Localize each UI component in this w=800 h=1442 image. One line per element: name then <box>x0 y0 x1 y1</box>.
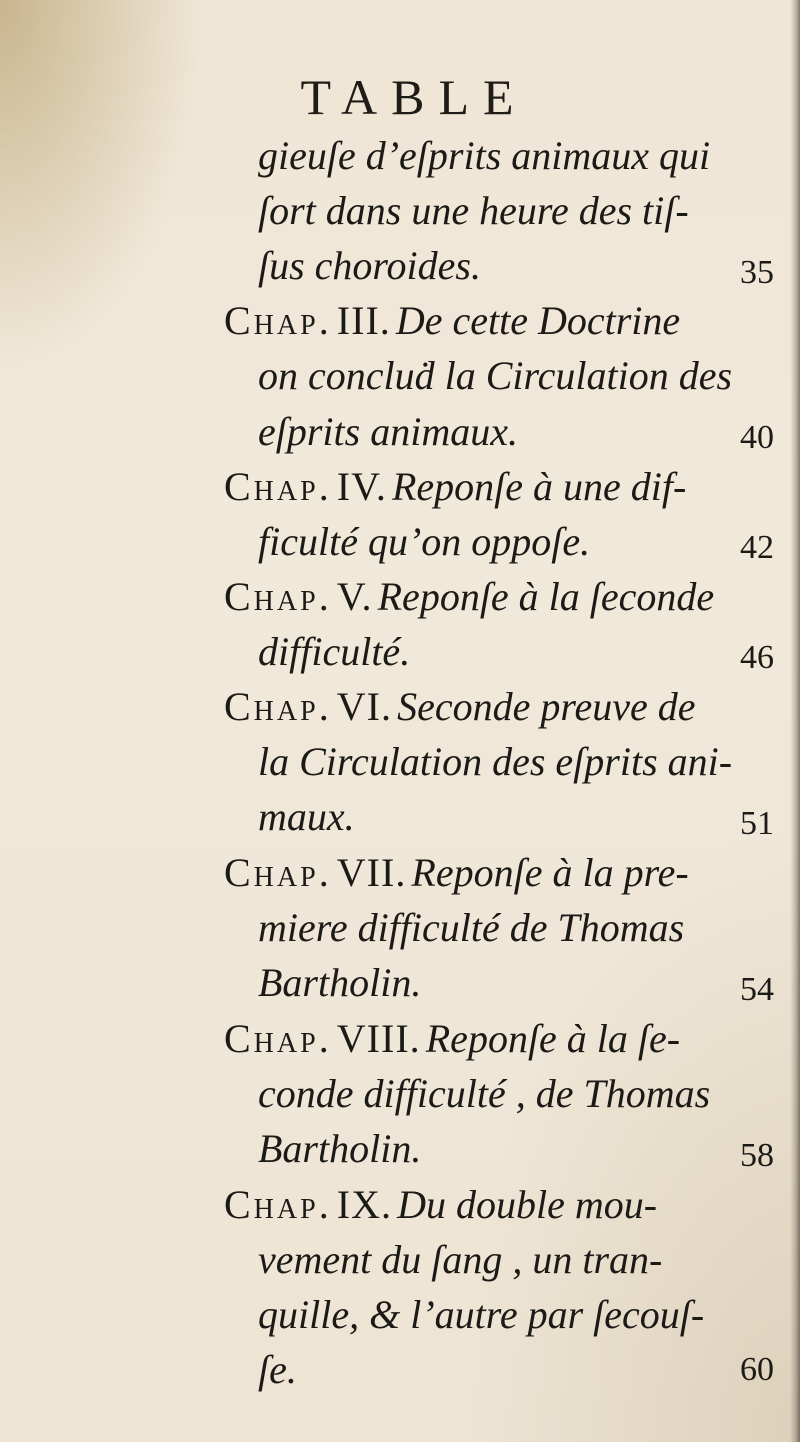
entry-text-line: gieuſe d’eſprits animaux qui <box>258 133 711 178</box>
chapter-label: Chap. <box>224 1182 332 1227</box>
entry-heading-line <box>224 569 714 625</box>
chapter-numeral: VII. <box>336 850 407 895</box>
entry-title: Seconde preuve de <box>397 684 696 729</box>
entry-title: Reponſe à la pre- <box>411 850 689 895</box>
entry-text-line: ficulté qu’on oppoſe. <box>258 519 591 564</box>
entry-title: De cette Doctrine <box>395 298 681 343</box>
chapter-label: Chap. <box>224 684 332 729</box>
page-number: 54 <box>740 971 774 1008</box>
chapter-numeral: IV. <box>336 464 387 509</box>
chapter-numeral: III. <box>336 298 391 343</box>
page-number: 60 <box>740 1351 774 1388</box>
chapter-label: Chap. <box>224 464 332 509</box>
entry-text-line: miere difficulté de Thomas <box>258 905 685 950</box>
running-head: TABLE <box>300 69 528 125</box>
page-number: 46 <box>740 639 774 676</box>
chapter-numeral: VIII. <box>336 1016 421 1061</box>
chapter-numeral: VI. <box>336 684 393 729</box>
page-number: 35 <box>740 254 774 291</box>
entry-title: Du double mou- <box>397 1182 658 1227</box>
entry-text-line: difficulté. <box>258 629 411 674</box>
chapter-numeral: IX. <box>336 1182 393 1227</box>
page-number: 58 <box>740 1137 774 1174</box>
page-edge-shadow <box>790 0 800 1442</box>
page-number: 42 <box>740 529 774 566</box>
chapter-label: Chap. <box>224 850 332 895</box>
entry-text-line: ſe. <box>258 1347 297 1392</box>
entry-heading-line <box>224 1011 680 1067</box>
entry-heading-line <box>224 459 686 515</box>
page-number: 40 <box>740 419 774 456</box>
entry-text-line: quille, & l’autre par ſecouſ- <box>258 1292 705 1337</box>
entry-heading-line <box>224 293 680 349</box>
entry-text-line: ſus choroides. <box>258 243 481 288</box>
chapter-label: Chap. <box>224 1016 332 1061</box>
chapter-label: Chap. <box>224 298 332 343</box>
entry-text-line: vement du ſang , un tran- <box>258 1237 663 1282</box>
chapter-label: Chap. <box>224 574 332 619</box>
entry-text-line: la Circulation des eſprits ani- <box>258 739 733 784</box>
entry-heading-line <box>224 679 695 735</box>
chapter-numeral: V. <box>336 574 373 619</box>
entry-title: Reponſe à la ſeconde <box>377 574 715 619</box>
entry-title: Reponſe à une dif- <box>391 464 687 509</box>
entry-heading-line <box>224 845 689 901</box>
entry-text-line: ſort dans une heure des tiſ- <box>258 188 689 233</box>
entry-text-line: conde difficulté , de Thomas <box>258 1071 711 1116</box>
entry-heading-line <box>224 1177 657 1233</box>
entry-text-line: eſprits animaux. <box>258 409 518 454</box>
entry-text-line: maux. <box>258 794 355 839</box>
entry-title: Reponſe à la ſe- <box>425 1016 681 1061</box>
entry-text-line: on concluḋ la Circulation des <box>258 353 733 398</box>
entry-text-line: Bartholin. <box>258 1126 422 1171</box>
entry-text-line: Bartholin. <box>258 960 422 1005</box>
page-number: 51 <box>740 805 774 842</box>
